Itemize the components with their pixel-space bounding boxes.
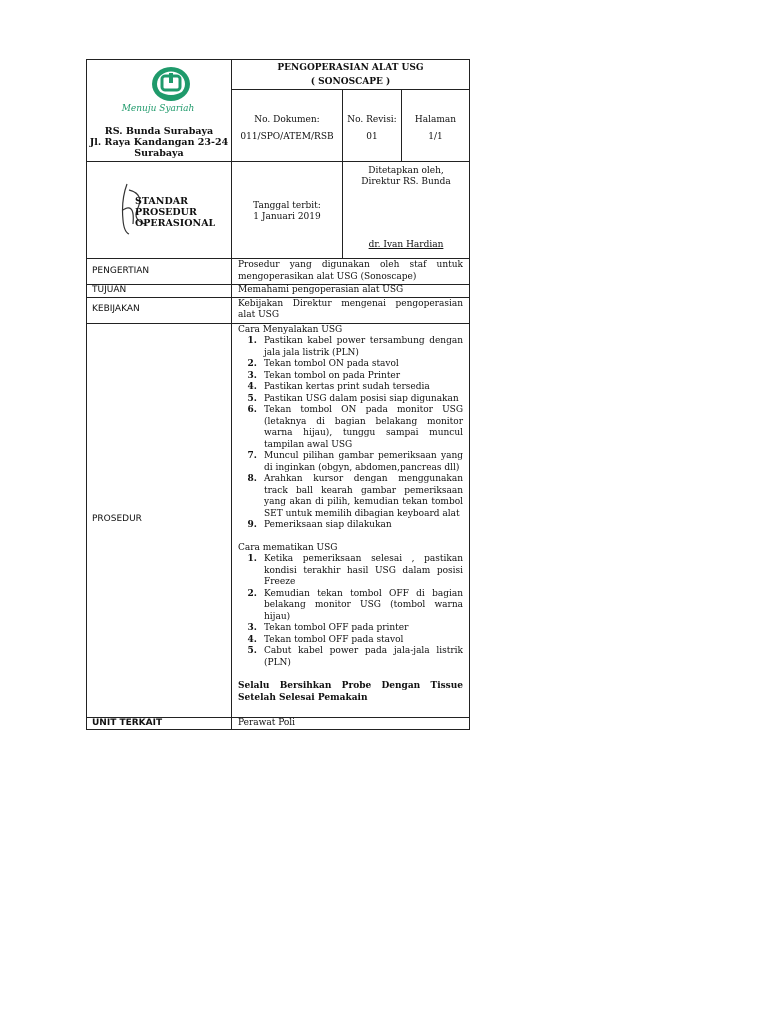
pengertian-label: PENGERTIAN <box>87 259 232 285</box>
sop-table <box>86 59 470 730</box>
power-off-step: 2. Kemudian tekan tombol OFF di bagian belakang monitor USG (tombol warna hijau) <box>260 589 463 624</box>
page-label: Halaman <box>414 115 457 125</box>
power-on-step: 2. Tekan tombol ON pada stavol <box>260 359 463 371</box>
hospital-name: RS. Bunda Surabaya <box>104 126 214 137</box>
hospital-address-block <box>87 126 231 159</box>
document-number-value: 011/SPO/ATEM/RSB <box>240 132 334 142</box>
tujuan-label: TUJUAN <box>87 285 232 298</box>
hospital-identity-cell <box>87 60 232 162</box>
document-title: PENGOPERASIAN ALAT USG <box>277 63 424 73</box>
power-on-step: 8. Arahkan kursor dengan menggunakan track ball kearah gambar pemeriksaan yang akan di pilih, kemudian tekan tombol SET untuk memilih dibagian keyboard alat <box>260 474 463 520</box>
hospital-address-line-2: Surabaya <box>134 148 184 159</box>
tujuan-value: Memahami pengoperasian alat USG <box>232 285 470 298</box>
power-on-steps <box>238 336 463 532</box>
power-on-step: 3. Tekan tombol on pada Printer <box>260 371 463 383</box>
approval-title: Direktur RS. Bunda <box>361 177 451 187</box>
power-on-step: 7. Muncul pilihan gambar pemeriksaan yang di inginkan (obgyn, abdomen,pancreas dll) <box>260 451 463 474</box>
prosedur-content <box>232 323 470 717</box>
page-cell <box>402 90 470 162</box>
director-name: dr. Ivan Hardian <box>368 240 444 250</box>
pengertian-value: Prosedur yang digunakan oleh staf untuk mengoperasikan alat USG (Sonoscape) <box>232 259 470 285</box>
document-subtitle: ( SONOSCAPE ) <box>310 77 391 87</box>
power-on-step: 1. Pastikan kabel power tersambung dengan jala jala listrik (PLN) <box>260 336 463 359</box>
unit-terkait-value: Perawat Poli <box>232 717 470 730</box>
power-on-heading: Cara Menyalakan USG <box>238 324 343 335</box>
hospital-address-line-1: Jl. Raya Kandangan 23-24 <box>89 137 229 148</box>
sop-label-line-3: OPERASIONAL <box>135 218 216 229</box>
sop-label-line-2: PROSEDUR <box>135 207 197 218</box>
kebijakan-value: Kebijakan Direktur mengenai pengoperasian alat USG <box>232 297 470 323</box>
revision-cell <box>343 90 402 162</box>
approval-cell <box>343 162 470 259</box>
kebijakan-label: KEBIJAKAN <box>87 297 232 323</box>
document-number-cell <box>232 90 343 162</box>
sop-label <box>135 196 215 229</box>
power-off-heading: Cara mematikan USG <box>238 542 338 553</box>
power-off-step: 3. Tekan tombol OFF pada printer <box>260 623 463 635</box>
issue-date-cell <box>232 162 343 259</box>
prosedur-label: PROSEDUR <box>87 323 232 717</box>
power-on-step: 9. Pemeriksaan siap dilakukan <box>260 520 463 532</box>
sop-label-line-1: STANDAR <box>135 196 188 207</box>
power-on-step: 6. Tekan tombol ON pada monitor USG (letaknya di bagian belakang monitor warna hijau), tunggu sampai muncul tampilan awal USG <box>260 405 463 451</box>
closing-note: Selalu Bersihkan Probe Dengan Tissue Setelah Selesai Pemakain <box>238 681 464 703</box>
power-off-step: 1. Ketika pemeriksaan selesai , pastikan kondisi terakhir hasil USG dalam posisi Freeze <box>260 554 463 589</box>
document-number-label: No. Dokumen: <box>254 115 320 125</box>
issue-date-label: Tanggal terbit: <box>253 201 321 211</box>
hospital-motto: Menuju Syariah <box>121 104 195 114</box>
unit-terkait-label: UNIT TERKAIT <box>87 717 232 730</box>
page-value: 1/1 <box>428 132 443 142</box>
power-off-step: 4. Tekan tombol OFF pada stavol <box>260 635 463 647</box>
power-off-steps <box>238 554 463 669</box>
power-on-step: 5. Pastikan USG dalam posisi siap digunakan <box>260 394 463 406</box>
sop-document <box>86 59 469 730</box>
hospital-logo-icon <box>141 65 201 103</box>
power-on-step: 4. Pastikan kertas print sudah tersedia <box>260 382 463 394</box>
approval-label: Ditetapkan oleh, <box>368 166 444 176</box>
revision-label: No. Revisi: <box>347 115 397 125</box>
issue-date-value: 1 Januari 2019 <box>253 212 321 222</box>
power-off-step: 5. Cabut kabel power pada jala-jala listrik (PLN) <box>260 646 463 669</box>
document-title-cell <box>232 60 470 90</box>
revision-value: 01 <box>366 132 378 142</box>
sop-label-cell <box>87 162 232 259</box>
